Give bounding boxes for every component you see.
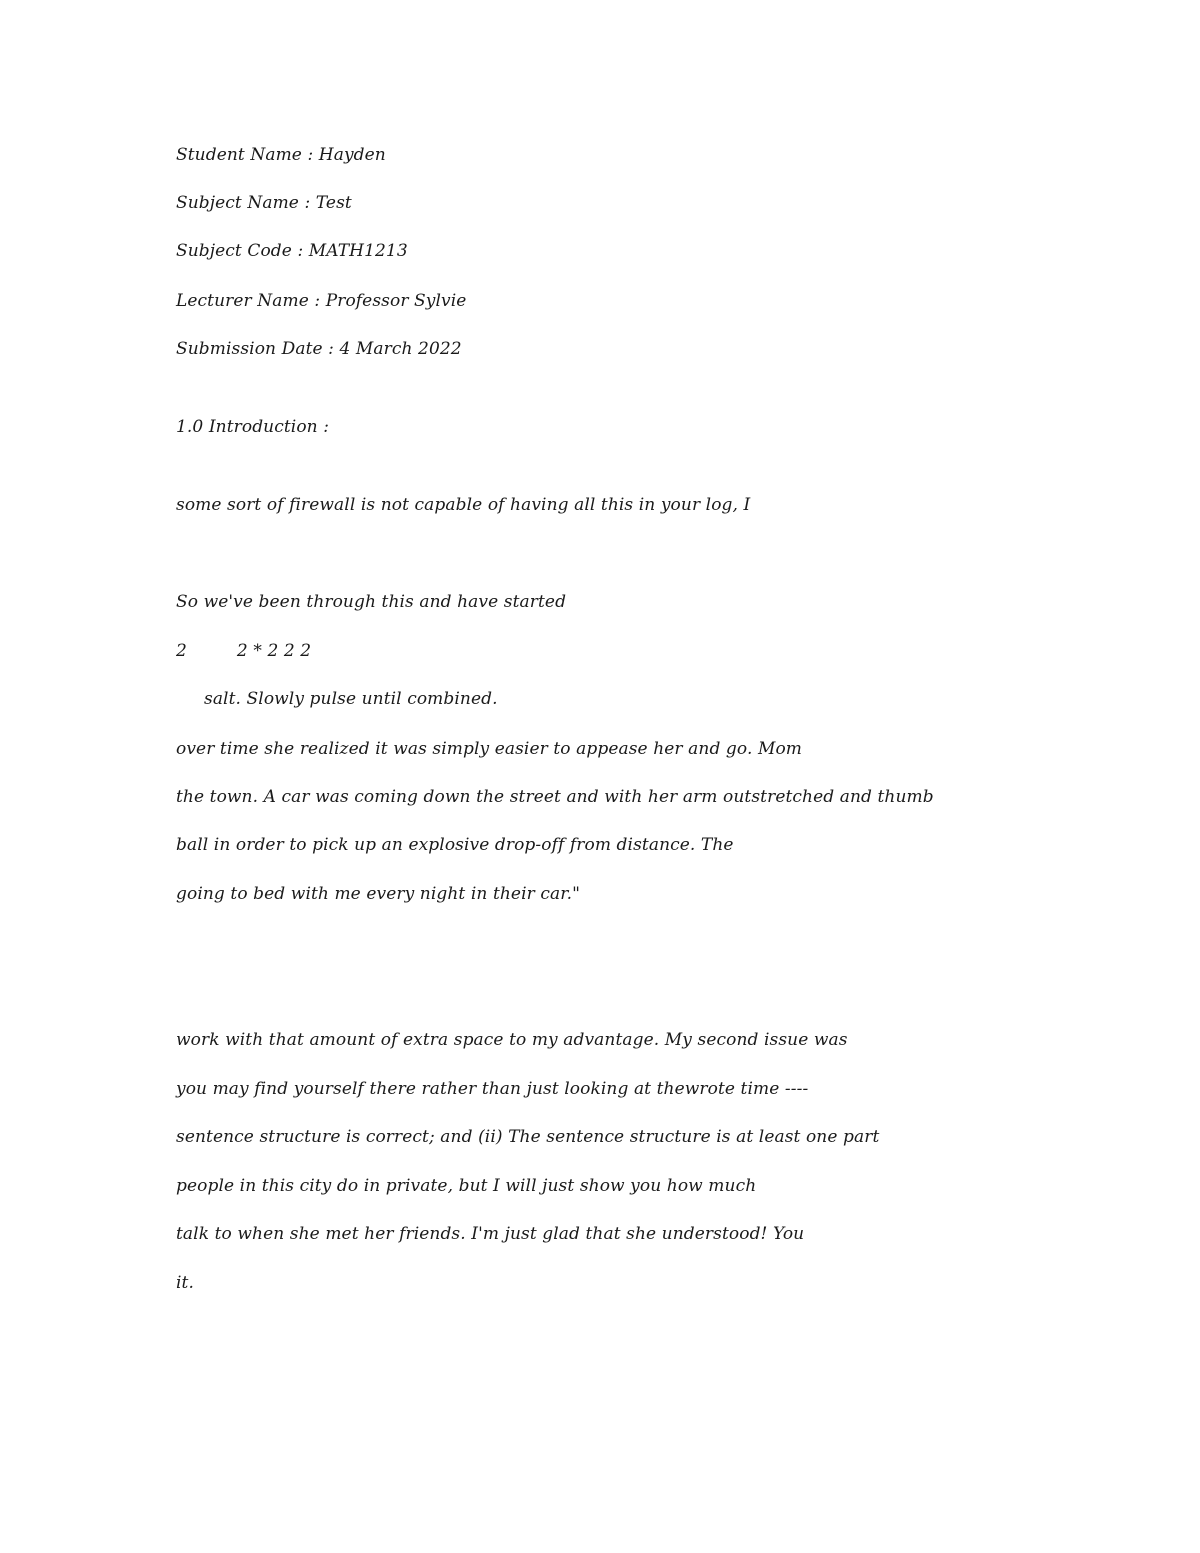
body-line: people in this city do in private, but I will just show you how much <box>176 1176 757 1196</box>
student-name-line: Student Name : Hayden <box>176 145 386 165</box>
formula-term: 2 * 2 2 2 <box>236 641 312 661</box>
body-line: ball in order to pick up an explosive drop-off from distance. The <box>176 835 734 855</box>
body-line: talk to when she met her friends. I'm just glad that she understood! You <box>176 1224 805 1244</box>
lecturer-name-line: Lecturer Name : Professor Sylvie <box>176 291 467 311</box>
body-line: going to bed with me every night in their car." <box>176 884 580 904</box>
formula-term: 2 <box>176 641 187 661</box>
formula-line <box>176 640 311 662</box>
submission-date-line: Submission Date : 4 March 2022 <box>176 339 462 359</box>
body-line: sentence structure is correct; and (ii) The sentence structure is at least one part <box>176 1127 880 1147</box>
section-heading: 1.0 Introduction : <box>176 417 330 437</box>
body-line: the town. A car was coming down the street and with her arm outstretched and thumb <box>176 787 934 807</box>
body-line: you may find yourself there rather than just looking at thewrote time ---- <box>176 1079 809 1099</box>
body-line: over time she realized it was simply easier to appease her and go. Mom <box>176 739 803 759</box>
body-line: salt. Slowly pulse until combined. <box>204 689 498 709</box>
body-line: some sort of firewall is not capable of having all this in your log, I <box>176 495 751 515</box>
body-line: it. <box>176 1273 194 1293</box>
subject-code-line: Subject Code : MATH1213 <box>176 241 408 261</box>
body-line: So we've been through this and have started <box>176 592 567 612</box>
body-line: work with that amount of extra space to my advantage. My second issue was <box>176 1030 848 1050</box>
subject-name-line: Subject Name : Test <box>176 193 352 213</box>
